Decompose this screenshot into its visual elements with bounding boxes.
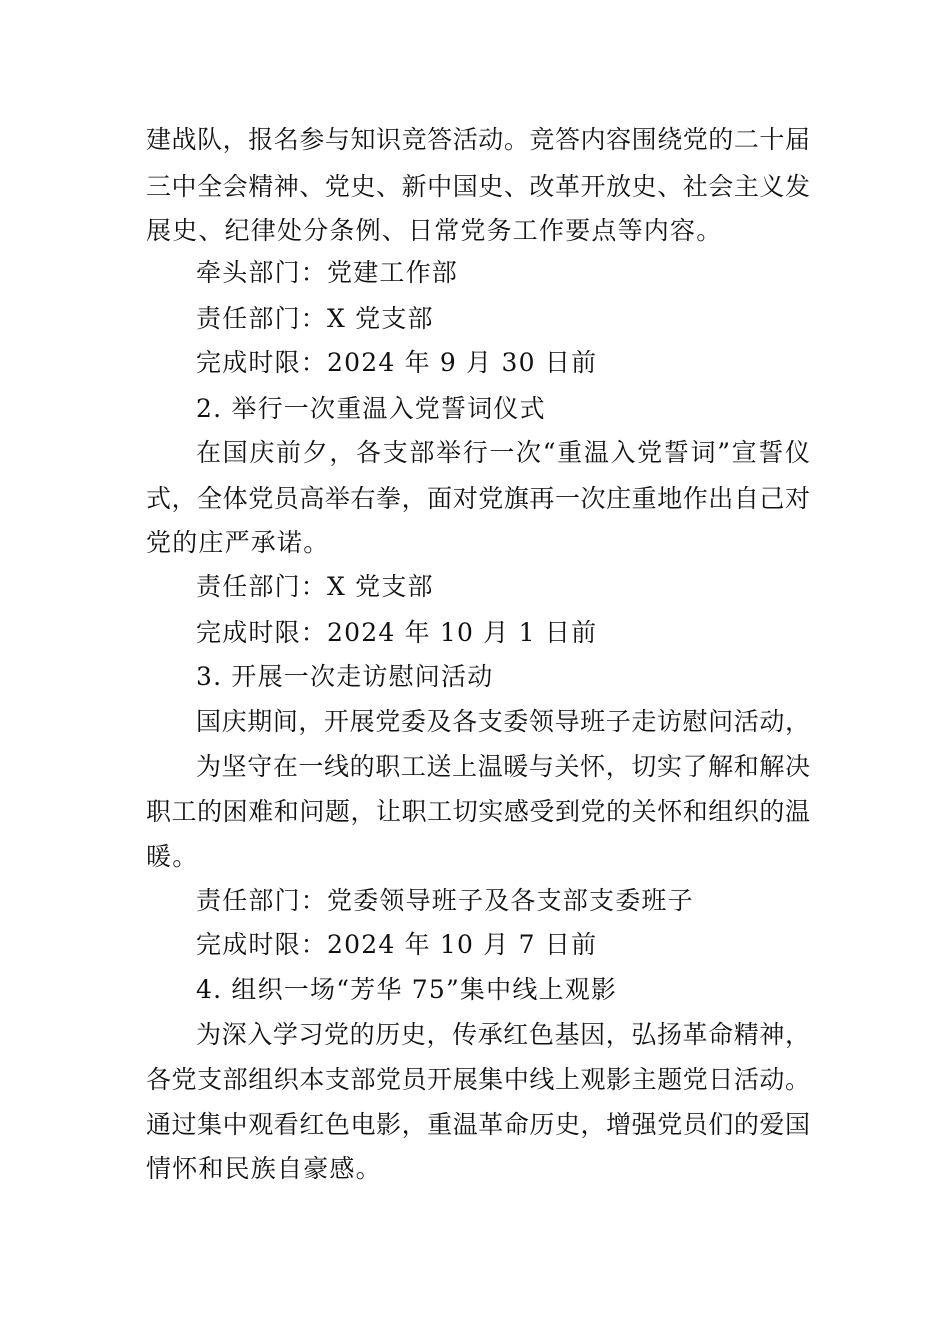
paragraph-line: 职工的困难和问题，让职工切实感受到党的关怀和组织的温 — [146, 797, 810, 826]
paragraph-line: 国庆期间，开展党委及各支委领导班子走访慰问活动， — [196, 707, 810, 736]
section-heading: 4. 组织一场“芳华 75”集中线上观影 — [196, 975, 618, 1004]
responsible-department-line: 责任部门：X 党支部 — [196, 572, 434, 601]
lead-department-line: 牵头部门：党建工作部 — [196, 258, 459, 287]
paragraph-line: 建战队，报名参与知识竞答活动。竞答内容围绕党的二十届 — [146, 125, 810, 154]
responsible-department-line: 责任部门：X 党支部 — [196, 304, 434, 333]
paragraph-line: 三中全会精神、党史、新中国史、改革开放史、社会主义发 — [146, 172, 810, 201]
deadline-line: 完成时限：2024 年 10 月 7 日前 — [196, 930, 598, 959]
section-heading: 3. 开展一次走访慰问活动 — [196, 662, 494, 691]
paragraph-line: 通过集中观看红色电影，重温革命历史，增强党员们的爱国 — [146, 1110, 810, 1139]
paragraph-line: 情怀和民族自豪感。 — [146, 1154, 382, 1183]
paragraph-line: 党的庄严承诺。 — [146, 528, 330, 557]
section-heading: 2. 举行一次重温入党誓词仪式 — [196, 394, 546, 423]
paragraph-line: 为坚守在一线的职工送上温暖与关怀，切实了解和解决 — [196, 752, 810, 781]
paragraph-line: 展史、纪律处分条例、日常党务工作要点等内容。 — [146, 216, 723, 245]
paragraph-line: 在国庆前夕，各支部举行一次“重温入党誓词”宣誓仪 — [196, 438, 810, 467]
paragraph-line: 为深入学习党的历史，传承红色基因，弘扬革命精神， — [196, 1020, 810, 1049]
deadline-line: 完成时限：2024 年 9 月 30 日前 — [196, 348, 598, 377]
paragraph-line: 各党支部组织本支部党员开展集中线上观影主题党日活动。 — [146, 1065, 810, 1094]
responsible-department-line: 责任部门：党委领导班子及各支部支委班子 — [196, 886, 694, 915]
deadline-line: 完成时限：2024 年 10 月 1 日前 — [196, 618, 598, 647]
paragraph-line: 暖。 — [146, 842, 199, 871]
paragraph-line: 式，全体党员高举右拳，面对党旗再一次庄重地作出自己对 — [146, 484, 810, 513]
